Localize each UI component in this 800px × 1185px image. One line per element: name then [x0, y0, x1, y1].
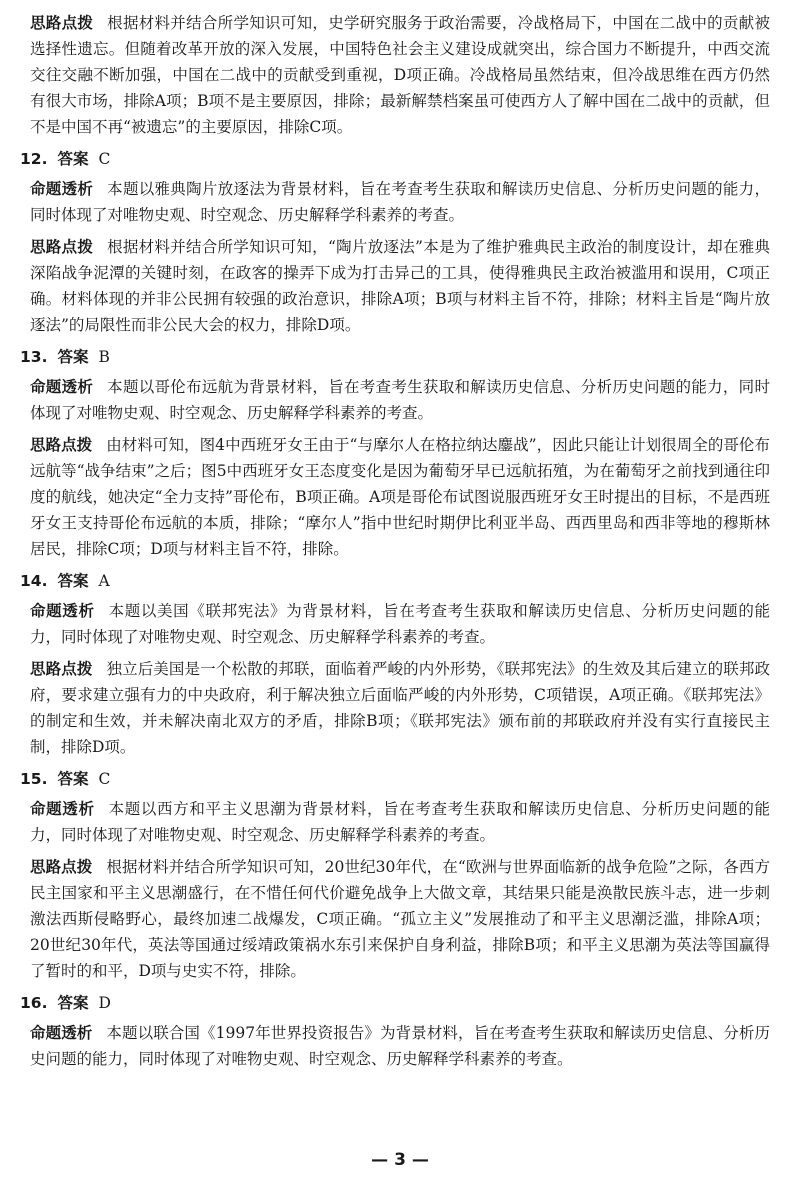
question-16-answer: 16. 答案 D — [20, 994, 111, 1012]
analysis-label: 思路点拨 — [30, 14, 94, 32]
question-14-answer: 14. 答案 A — [20, 572, 110, 590]
question-13-answer: 13. 答案 B — [20, 348, 110, 366]
analysis-paragraph-13: 思路点拨 由材料可知，图4中西班牙女王由于“与摩尔人在格拉纳达鏖战”，因此只能让计划很周全的哥伦布远航等“战争结束”之后；图5中西班牙女王态度变化是因为葡萄牙早已远航拓殖，为在葡萄牙之前找到通往印度的航线，她决定“全力支持”哥伦布，B项正确。A项是哥伦布试图说服西班牙女王时提出的目标，不是西班牙女王支持哥伦布远航的本质，排除；“摩尔人”指中世纪时期伊比利亚半岛、西西里岛和西非等地的穆斯林居民，排除C项；D项与材料主旨不符，排除。 — [30, 436, 770, 558]
answer-option: D — [98, 994, 111, 1012]
question-12-answer: 12. 答案 C — [20, 150, 111, 168]
analysis-paragraph-11 — [30, 10, 770, 140]
intent-paragraph-12: 命题透析 本题以雅典陶片放逐法为背景材料，旨在考查考生获取和解读历史信息、分析历史问题的能力，同时体现了对唯物史观、时空观念、历史解释学科素养的考查。 — [30, 180, 770, 224]
answer-option: A — [98, 572, 110, 590]
intent-paragraph-15: 命题透析 本题以西方和平主义思潮为背景材料，旨在考查考生获取和解读历史信息、分析历史问题的能力，同时体现了对唯物史观、时空观念、历史解释学科素养的考查。 — [30, 800, 770, 844]
page-number: — 3 — — [371, 1150, 429, 1170]
analysis-text: 根据材料并结合所学知识可知，史学研究服务于政治需要，冷战格局下，中国在二战中的贡献被选择性遗忘。但随着改革开放的深入发展，中国特色社会主义建设成就突出，综合国力不断提升，中西交流交往交融不断加强，中国在二战中的贡献受到重视，D项正确。冷战格局虽然结束，但冷战思维在西方仍然有很大市场，排除A项；B项不是主要原因，排除；最新解禁档案虽可使西方人了解中国在二战中的贡献，但不是中国不再“被遗忘”的主要原因，排除C项。 — [30, 14, 770, 136]
answer-option: C — [98, 150, 111, 168]
analysis-paragraph-14: 思路点拨 独立后美国是一个松散的邦联，面临着严峻的内外形势，《联邦宪法》的生效及其后建立的联邦政府，要求建立强有力的中央政府，利于解决独立后面临严峻的内外形势，C项错误，A项正确。《联邦宪法》的制定和生效，并未解决南北双方的矛盾，排除B项；《联邦宪法》颁布前的邦联政府并没有实行直接民主制，排除D项。 — [30, 660, 770, 756]
intent-paragraph-13: 命题透析 本题以哥伦布远航为背景材料，旨在考查考生获取和解读历史信息、分析历史问题的能力，同时体现了对唯物史观、时空观念、历史解释学科素养的考查。 — [30, 378, 770, 422]
answer-option: C — [98, 770, 111, 788]
intent-paragraph-16: 命题透析 本题以联合国《1997年世界投资报告》为背景材料，旨在考查考生获取和解读历史信息、分析历史问题的能力，同时体现了对唯物史观、时空观念、历史解释学科素养的考查。 — [30, 1024, 770, 1068]
intent-paragraph-14: 命题透析 本题以美国《联邦宪法》为背景材料，旨在考查考生获取和解读历史信息、分析历史问题的能力，同时体现了对唯物史观、时空观念、历史解释学科素养的考查。 — [30, 602, 770, 646]
answer-option: B — [98, 348, 110, 366]
question-15-answer: 15. 答案 C — [20, 770, 111, 788]
analysis-paragraph-12: 思路点拨 根据材料并结合所学知识可知，“陶片放逐法”本是为了维护雅典民主政治的制度设计，却在雅典深陷战争泥潭的关键时刻，在政客的操弄下成为打击异己的工具，使得雅典民主政治被滥用和误用，C项正确。材料体现的并非公民拥有较强的政治意识，排除A项；B项与材料主旨不符，排除；材料主旨是“陶片放逐法”的局限性而非公民大会的权力，排除D项。 — [30, 238, 770, 334]
analysis-paragraph-15: 思路点拨 根据材料并结合所学知识可知，20世纪30年代，在“欧洲与世界面临新的战争危险”之际，各西方民主国家和平主义思潮盛行，在不惜任何代价避免战争上大做文章，其结果只能是涣散民族斗志，进一步刺激法西斯侵略野心，最终加速二战爆发，C项正确。“孤立主义”发展推动了和平主义思潮泛滥，排除A项；20世纪30年代，英法等国通过绥靖政策祸水东引来保护自身利益，排除B项；和平主义思潮为英法等国赢得了暂时的和平，D项与史实不符，排除。 — [30, 858, 770, 980]
